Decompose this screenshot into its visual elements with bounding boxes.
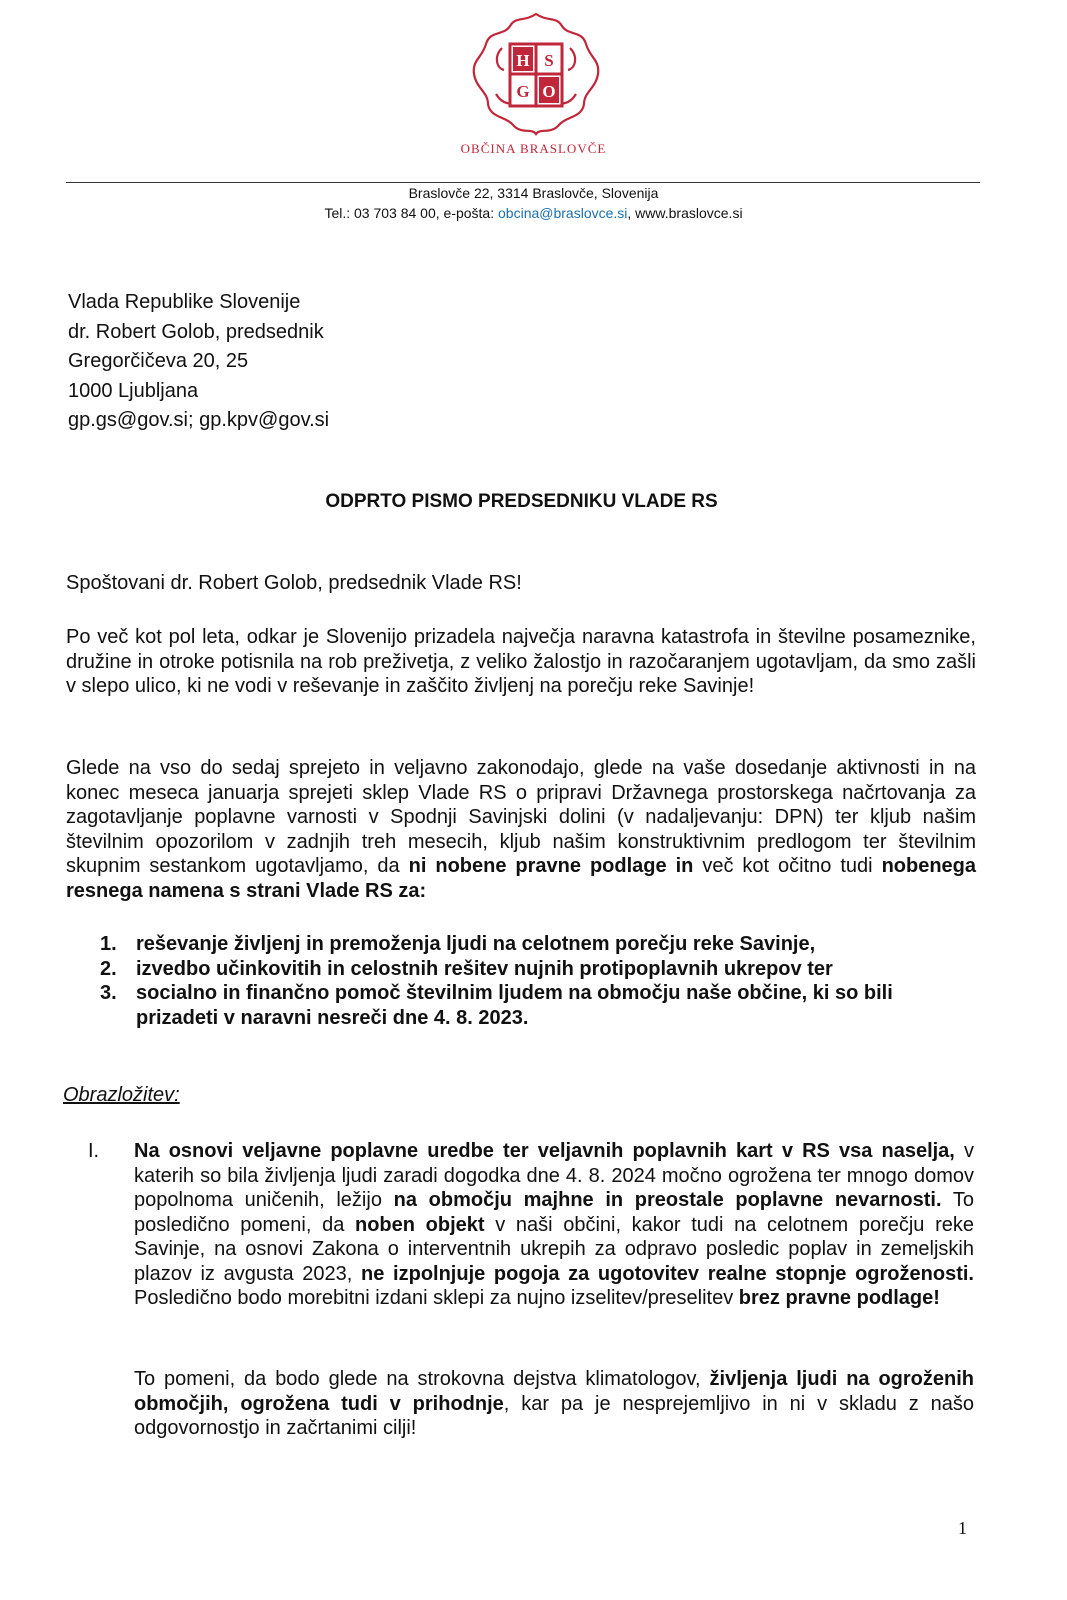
list-number: 2. xyxy=(100,957,117,980)
recipient-line: 1000 Ljubljana xyxy=(68,379,199,402)
municipality-address: Braslovče 22, 3314 Braslovče, Slovenija xyxy=(408,185,659,201)
paragraph-text: več kot očitno tudi xyxy=(693,855,882,877)
section-bold: na območju majhne in preostale poplavne nevarnosti. xyxy=(393,1189,942,1211)
municipality-name: OBČINA BRASLOVČE xyxy=(460,141,607,156)
section-text: v katerih so bila življenja ljudi zaradi dogodka dne 4. 8. 2024 močno ogrožena ter mnogo domov popolnoma uničenih, ležijo xyxy=(134,1140,974,1211)
list-text: reševanje življenj in premoženja ljudi na celotnem porečju reke Savinje, xyxy=(136,933,816,955)
salutation: Spoštovani dr. Robert Golob, predsednik Vlade RS! xyxy=(66,572,522,594)
recipient-line: Gregorčičeva 20, 25 xyxy=(68,350,249,372)
section-text: , kar pa je nesprejemljivo in ni v skladu z našo odgovornostjo in začrtanimi cilji! xyxy=(134,1392,974,1439)
section-bold: življenja ljudi na ogroženih območjih, ogrožena tudi v prihodnje xyxy=(134,1368,974,1415)
section-bold: Na osnovi veljavne poplavne uredbe ter veljavnih poplavnih kart v RS vsa naselja, xyxy=(134,1140,955,1162)
paragraph-bold: nobenega resnega namena s strani Vlade RS za: xyxy=(66,855,977,902)
section-text: To posledično pomeni, da xyxy=(134,1189,974,1236)
recipient-block xyxy=(68,288,329,436)
section-bold: ne izpolnjuje pogoja za ugotovitev realne stopnje ogroženosti. xyxy=(361,1262,974,1285)
paragraph-intro: Po več kot pol leta, odkar je Slovenijo prizadela največja naravna katastrofa in številne posameznike, družine in otroke potisnila na rob preživetja, z veliko žalostjo in razočaranjem ugotavljam, da smo zašli v slepo ulico, ki ne vodi v reševanje in zaščito življenj na porečju reke Savinje! xyxy=(66,626,976,697)
recipient-line: gp.gs@gov.si; gp.kpv@gov.si xyxy=(68,409,330,431)
municipality-logo xyxy=(466,8,606,138)
section-text: v naši občini, kakor tudi na celotnem porečju reke Savinje, na osnovi Zakona o interventnih ukrepih za odpravo posledic poplav in zemeljskih plazov iz avgusta 2023, xyxy=(134,1213,974,1285)
paragraph-text: Glede na vso do sedaj sprejeto in veljavno zakonodajo, glede na vaše dosedanje aktivnosti in na konec meseca januarja sprejeti sklep Vlade RS o pripravi Državnega prostorskega načrtovanja za zagotavljanje poplavne varnosti v Spodnji Savinjski dolini (v nadaljevanju: DPN) ter kljub našim številnim opozorilom v zadnjih treh mesecih, kljub našim konstruktivnim predlogom ter številnim skupnim sestankom ugotavljamo, da xyxy=(66,757,976,877)
list-number: 3. xyxy=(100,982,117,1004)
section-bold: brez pravne podlage! xyxy=(738,1287,940,1309)
letter-title: ODPRTO PISMO PREDSEDNIKU VLADE RS xyxy=(325,491,718,512)
section-text: Posledično bodo morebitni izdani sklepi za nujno izselitev/preselitev xyxy=(134,1287,739,1309)
list-item xyxy=(100,957,980,982)
list-item xyxy=(100,981,980,1030)
section-heading-explanation: Obrazložitev: xyxy=(63,1084,180,1106)
email-link[interactable]: obcina@braslovce.si xyxy=(498,205,628,221)
recipient-line: dr. Robert Golob, predsednik xyxy=(68,320,324,343)
section-bold: noben objekt xyxy=(355,1213,485,1236)
list-item xyxy=(100,932,980,957)
list-number: 1. xyxy=(100,933,117,955)
header-divider xyxy=(66,182,980,183)
logo-letter-o: O xyxy=(542,82,556,101)
list-text: socialno in finančno pomoč številnim ljudem na območju naše občine, ki so bili prizadeti v naravni nesreči dne 4. 8. 2023. xyxy=(136,982,893,1029)
section-number: I. xyxy=(88,1140,100,1162)
recipient-line: Vlada Republike Slovenije xyxy=(68,291,301,313)
page-number: 1 xyxy=(958,1518,967,1538)
section-text: To pomeni, da bodo glede na strokovna dejstva klimatologov, xyxy=(134,1368,710,1390)
contact-suffix: , www.braslovce.si xyxy=(627,205,743,221)
list-text: izvedbo učinkovitih in celostnih rešitev nujnih protipoplavnih ukrepov ter xyxy=(136,957,833,980)
contact-prefix: Tel.: 03 703 84 00, e-pošta: xyxy=(324,205,499,221)
explanation-section-2 xyxy=(134,1367,974,1441)
demands-list xyxy=(100,932,980,1030)
logo-letter-g: G xyxy=(516,82,530,101)
paragraph-bold: ni nobene pravne podlage in xyxy=(408,855,694,877)
municipality-contact xyxy=(0,205,1067,221)
explanation-section-1 xyxy=(134,1139,974,1311)
paragraph-main xyxy=(66,756,976,903)
logo-letter-h: H xyxy=(516,51,530,70)
logo-letter-s: S xyxy=(544,51,554,70)
